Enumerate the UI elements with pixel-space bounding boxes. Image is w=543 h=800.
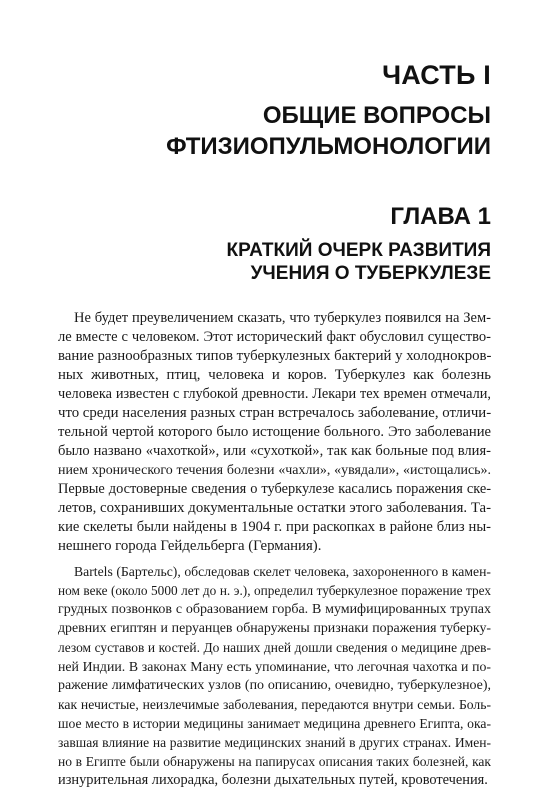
part-subtitle [166,100,491,162]
text-line: человека известен с глубокой древности. Лекари тех времен отмечали, [58,386,491,402]
text-line: Первые достоверные сведения о туберкулезе касались поражения ске- [58,481,491,497]
chapter-subtitle-line: УЧЕНИЯ О ТУБЕРКУЛЕЗЕ [250,263,491,284]
text-line: грудных позвонков с образованием горба. В мумифицированных трупах [58,602,491,617]
body-text [58,309,491,790]
text-line: нием хронического течения болезни «чахли», «увядали», «истощались». [58,463,491,478]
chapter-subtitle [227,239,491,285]
text-line: изнурительная лихорадка, болезни дыхательных путей, кровотечения. [58,772,488,788]
part-subtitle-line: ОБЩИЕ ВОПРОСЫ [262,102,491,129]
chapter-subtitle-line: КРАТКИЙ ОЧЕРК РАЗВИТИЯ [226,240,491,261]
paragraph [58,309,491,556]
text-line: как нечистые, неизлечимые заболевания, передаются внутри семьи. Боль- [58,697,491,712]
chapter-title: ГЛАВА 1 [390,203,491,230]
text-line: шое место в истории медицины занимает медицина древнего Египта, ока- [58,716,491,731]
part-subtitle-line: ФТИЗИОПУЛЬМОНОЛОГИИ [166,133,491,160]
text-line: Не будет преувеличением сказать, что туберкулез появился на Зем- [74,310,491,326]
text-line: ней Индии. В законах Ману есть упоминание, что легочная чахотка и по- [58,659,491,674]
text-line: нешнего города Гейдельберга (Германия). [58,538,322,554]
part-title: ЧАСТЬ I [382,60,491,90]
text-line: ле вместе с человеком. Этот исторический факт обусловил существо- [58,329,491,345]
text-line: вание разнообразных типов туберкулезных бактерий у холоднокров- [58,348,492,364]
text-line: но в Египте были обнаружены на папирусах описания таких болезней, как [58,754,491,769]
text-line: ражение лимфатических узлов (по описанию, очевидно, туберкулезное), [58,678,491,693]
text-line: летов, сохранивших документальные остатки этого заболевания. Та- [58,500,491,516]
text-line: что среди населения разных стран встречалось заболевание, отличи- [58,405,492,421]
text-line: кие скелеты были найдены в 1904 г. при раскопках в районе близ ны- [58,519,491,535]
paragraph [58,562,491,790]
text-line: ном веке (около 5000 лет до н. э.), определил туберкулезное поражение трех [58,583,491,598]
text-line: было названо «чахоткой», или «сухоткой», так как больные под влия- [58,443,491,459]
text-line: Bartels (Бартельс), обследовав скелет человека, захороненного в камен- [74,564,491,579]
text-line: древних египтян и перуанцев обнаружены признаки поражения туберку- [58,621,491,636]
text-line: ных животных, птиц, человека и коров. Туберкулез как болезнь [58,367,491,383]
text-line: завшая влияние на развитие медицинских знаний в других странах. Имен- [58,735,491,750]
text-line: тельной чертой которого было истощение больного. Это заболевание [58,424,491,440]
text-line: лезом суставов и костей. До наших дней дошли сведения о медицине древ- [58,640,491,655]
